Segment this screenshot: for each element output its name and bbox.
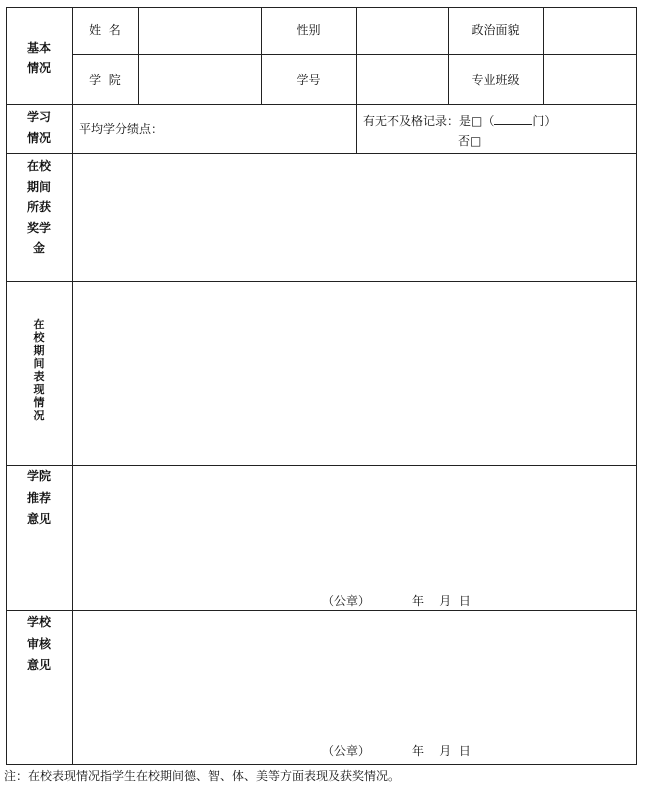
- table-border-right: [636, 7, 637, 765]
- label-char: 期: [33, 344, 45, 357]
- college-date: 年 月 日: [412, 594, 471, 608]
- school-seal: （公章）: [322, 744, 371, 758]
- gender-field[interactable]: [357, 8, 448, 54]
- school-opinion-field[interactable]: [73, 611, 636, 764]
- paren: ）: [544, 114, 557, 128]
- major-class-label: 专业班级: [471, 73, 520, 87]
- political-status-label: 政治面貌: [471, 23, 520, 37]
- no-label: 否: [458, 134, 471, 148]
- college-field[interactable]: [139, 55, 261, 104]
- label-line: 金: [32, 241, 45, 255]
- college-opinion-label: [6, 466, 72, 531]
- col-divider: [261, 7, 262, 104]
- label-line: 情况: [26, 131, 51, 145]
- label-line: 审核: [26, 636, 51, 651]
- label-char: 现: [33, 383, 45, 396]
- label-char: 情: [33, 396, 45, 409]
- label-line: 所获: [26, 200, 51, 214]
- label-line: 意见: [26, 658, 51, 672]
- count-unit: 门: [532, 114, 545, 128]
- fail-count-field[interactable]: [494, 112, 532, 125]
- college-opinion-field[interactable]: [73, 466, 636, 610]
- name-label: 姓 名: [89, 23, 121, 37]
- performance-field[interactable]: [73, 282, 636, 465]
- college-seal: （公章）: [322, 594, 371, 608]
- college-label: 学 院: [89, 73, 121, 87]
- scholarship-field[interactable]: [73, 154, 636, 281]
- label-line: 学院: [26, 469, 51, 483]
- label-char: 校: [33, 331, 45, 344]
- scholarship-label: [6, 156, 72, 259]
- footnote: 注：在校表现情况指学生在校期间德、智、体、美等方面表现及获奖情况。: [4, 769, 401, 783]
- label-line: 推荐: [26, 490, 51, 505]
- label-line: 奖学: [26, 220, 51, 235]
- label-line: 在校: [26, 159, 51, 173]
- gpa-label: 平均学分绩点：: [79, 122, 164, 136]
- col-divider: [448, 7, 449, 104]
- label-char: 表: [33, 370, 45, 383]
- label-line: 意见: [26, 512, 51, 526]
- row-divider: [6, 104, 637, 105]
- basic-info-label: [6, 38, 72, 78]
- label-char: 况: [33, 409, 45, 422]
- school-date: 年 月 日: [412, 744, 471, 758]
- label-char: 在: [33, 318, 45, 331]
- major-class-field[interactable]: [544, 55, 636, 104]
- label-line: 基本: [26, 41, 51, 55]
- study-label: [6, 107, 72, 149]
- gender-label: 性别: [296, 23, 321, 37]
- student-id-label: 学号: [296, 73, 321, 87]
- performance-label: [6, 318, 72, 422]
- no-option: [458, 134, 481, 148]
- label-line: 情况: [26, 61, 51, 75]
- name-field[interactable]: [139, 8, 261, 54]
- label-char: 间: [33, 357, 45, 370]
- yes-checkbox[interactable]: □: [471, 114, 483, 128]
- student-id-field[interactable]: [357, 55, 448, 104]
- paren: （: [482, 114, 495, 128]
- table-border-bottom: [6, 764, 637, 765]
- fail-record-line: [363, 112, 556, 128]
- school-opinion-label: [6, 612, 72, 677]
- no-checkbox[interactable]: □: [470, 134, 482, 148]
- label-line: 学校: [26, 615, 51, 629]
- political-status-field[interactable]: [544, 8, 636, 54]
- fail-record-label: 有无不及格记录：是: [363, 114, 472, 128]
- label-line: 学习: [26, 110, 51, 124]
- label-line: 期间: [26, 179, 51, 194]
